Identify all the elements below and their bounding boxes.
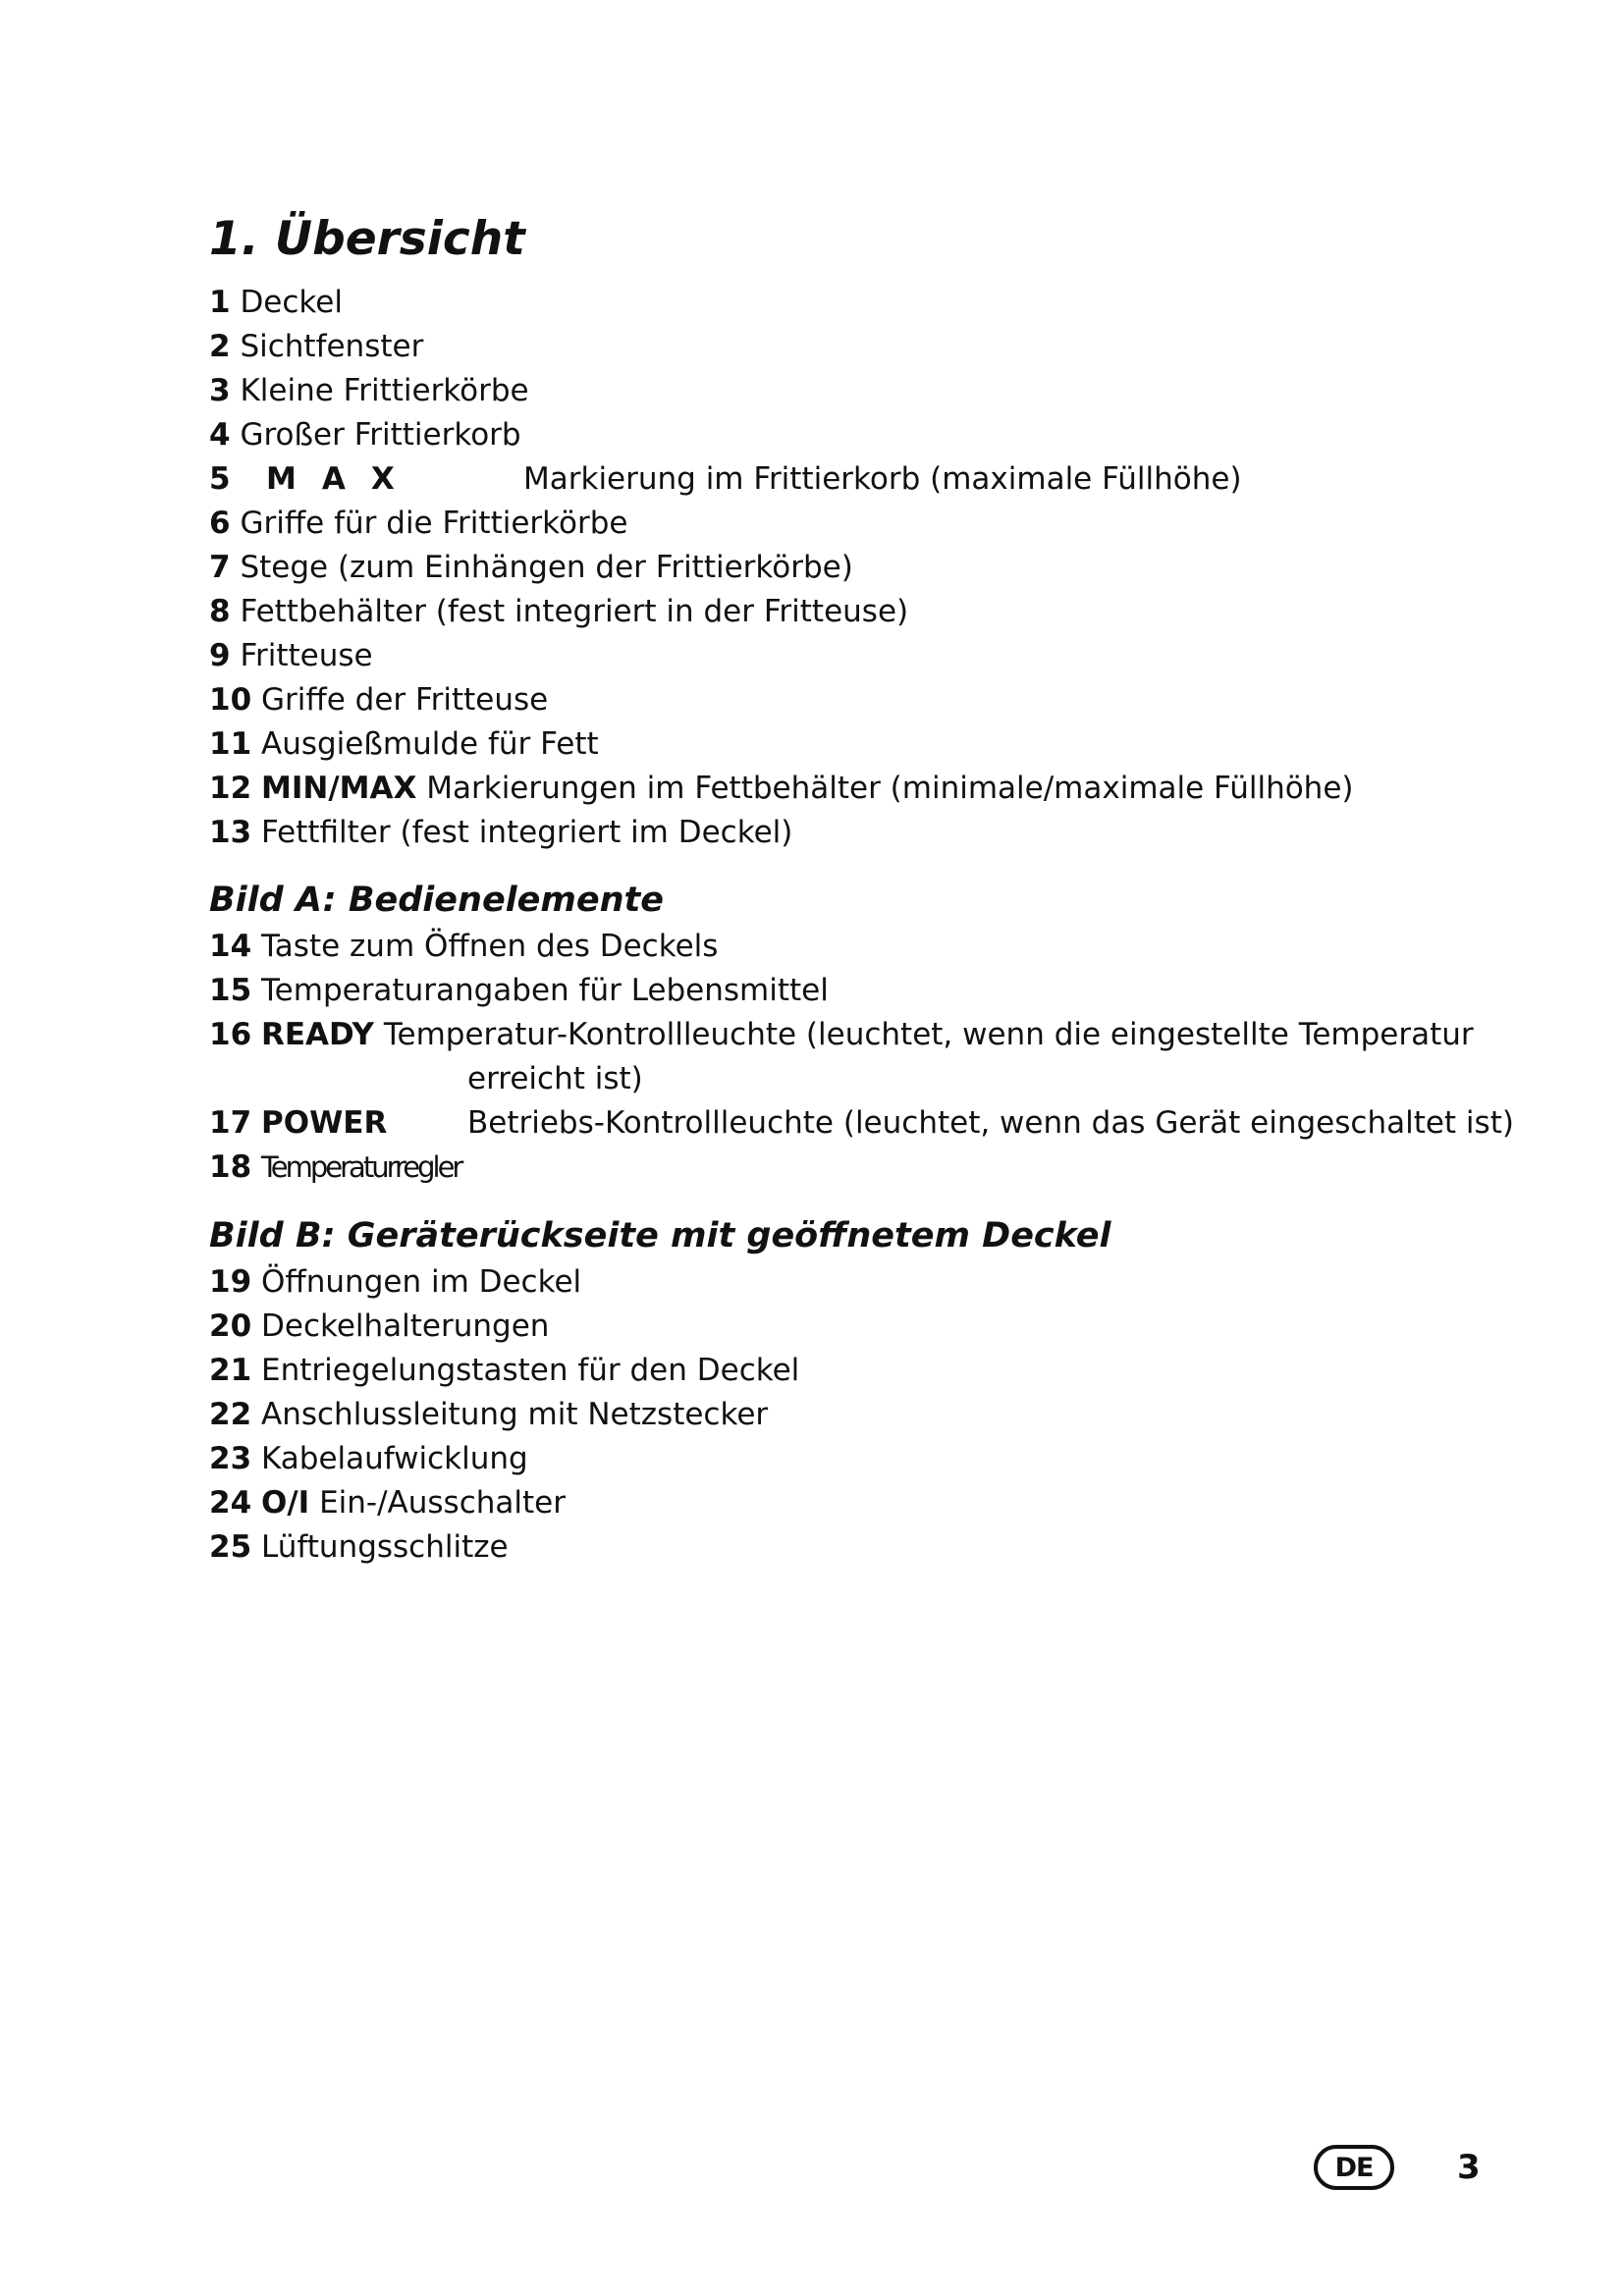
item-description: Ein-/Ausschalter: [319, 1485, 566, 1521]
item-description: Deckel: [240, 285, 343, 320]
list-item: [209, 502, 627, 545]
item-marking: POWER: [261, 1105, 388, 1141]
language-badge: DE: [1314, 2145, 1394, 2190]
list-item: [209, 767, 1354, 810]
list-item: [209, 1437, 528, 1480]
item-number: 18: [209, 1149, 252, 1185]
item-number: 4: [209, 417, 231, 453]
section-a-title: Bild A: Bedienelemente: [209, 881, 665, 920]
item-description: Temperatur-Kontrollleuchte (leuchtet, wenn die eingestellte Temperatur: [383, 1017, 1474, 1052]
item-description: Fettbehälter (fest integriert in der Fritteuse): [240, 594, 909, 629]
list-item: [209, 457, 1242, 501]
item-number: 6: [209, 506, 231, 541]
list-item: [209, 722, 599, 766]
item-number: 7: [209, 550, 231, 585]
list-item: [209, 1013, 1474, 1056]
list-item: [209, 369, 529, 412]
list-item: [209, 634, 373, 677]
item-description: Markierungen im Fettbehälter (minimale/maximale Füllhöhe): [426, 771, 1354, 806]
list-item: [209, 1525, 509, 1569]
list-item: [209, 413, 521, 456]
item-number: 1: [209, 285, 231, 320]
item-marking: O/I: [261, 1485, 310, 1521]
page-title: 1. Übersicht: [209, 212, 525, 266]
page-number: 3: [1457, 2148, 1481, 2187]
item-description: Griffe für die Frittierkörbe: [240, 506, 628, 541]
item-description: Sichtfenster: [240, 329, 424, 364]
list-item: [209, 1349, 799, 1392]
item-description-continued: erreicht ist): [467, 1061, 643, 1096]
item-description: Temperaturregler: [261, 1150, 461, 1184]
item-marking: READY: [261, 1017, 374, 1052]
item-description: Temperaturangaben für Lebensmittel: [261, 973, 829, 1008]
item-description: Anschlussleitung mit Netzstecker: [261, 1397, 769, 1432]
item-number: 15: [209, 973, 252, 1008]
item-number: 17: [209, 1105, 252, 1141]
item-number: 3: [209, 373, 231, 408]
item-description: Griffe der Fritteuse: [261, 682, 549, 718]
item-number: 9: [209, 638, 231, 673]
list-item: [209, 811, 792, 854]
item-description: Fettfilter (fest integriert im Deckel): [261, 815, 793, 850]
item-number: 21: [209, 1353, 252, 1388]
item-description: Stege (zum Einhängen der Frittierkörbe): [240, 550, 853, 585]
item-description: Entriegelungstasten für den Deckel: [261, 1353, 800, 1388]
item-number: 16: [209, 1017, 252, 1052]
item-description: Fritteuse: [240, 638, 373, 673]
list-item: [209, 325, 423, 368]
item-number: 5: [209, 461, 231, 497]
item-number: 22: [209, 1397, 252, 1432]
item-number: 14: [209, 929, 252, 964]
list-item: [209, 590, 908, 633]
item-description: Öffnungen im Deckel: [261, 1264, 582, 1300]
item-number: 13: [209, 815, 252, 850]
list-item: [209, 1305, 549, 1348]
section-b-title: Bild B: Geräterückseite mit geöffnetem Deckel: [209, 1216, 1111, 1255]
list-item: [209, 281, 343, 324]
item-description: Kleine Frittierkörbe: [240, 373, 529, 408]
item-number: 10: [209, 682, 252, 718]
list-item: [209, 546, 853, 589]
item-number: 11: [209, 726, 252, 762]
item-number: 20: [209, 1308, 252, 1344]
item-number: 19: [209, 1264, 252, 1300]
list-item: [209, 1101, 1514, 1145]
list-item: [209, 1260, 581, 1304]
item-description: Taste zum Öffnen des Deckels: [261, 929, 719, 964]
item-description: Markierung im Frittierkorb (maximale Füllhöhe): [523, 461, 1242, 497]
item-marking: MAX: [266, 461, 420, 497]
item-number: 23: [209, 1441, 252, 1476]
item-marking: MIN/MAX: [261, 771, 417, 806]
list-item: [209, 1146, 460, 1189]
list-item: [209, 1481, 566, 1524]
page-footer: [1314, 2140, 1481, 2195]
item-number: 2: [209, 329, 231, 364]
item-description: Ausgießmulde für Fett: [261, 726, 599, 762]
item-description: Großer Frittierkorb: [240, 417, 521, 453]
item-description: Deckelhalterungen: [261, 1308, 550, 1344]
item-number: 8: [209, 594, 231, 629]
item-description: Kabelaufwicklung: [261, 1441, 528, 1476]
item-number: 24: [209, 1485, 252, 1521]
list-item: [209, 969, 829, 1012]
item-description: Betriebs-Kontrollleuchte (leuchtet, wenn das Gerät eingeschaltet ist): [467, 1105, 1514, 1141]
list-item: [209, 678, 548, 721]
item-description: Lüftungsschlitze: [261, 1529, 509, 1565]
item-number: 12: [209, 771, 252, 806]
item-number: 25: [209, 1529, 252, 1565]
list-item: [209, 1393, 768, 1436]
list-item: [209, 925, 718, 968]
